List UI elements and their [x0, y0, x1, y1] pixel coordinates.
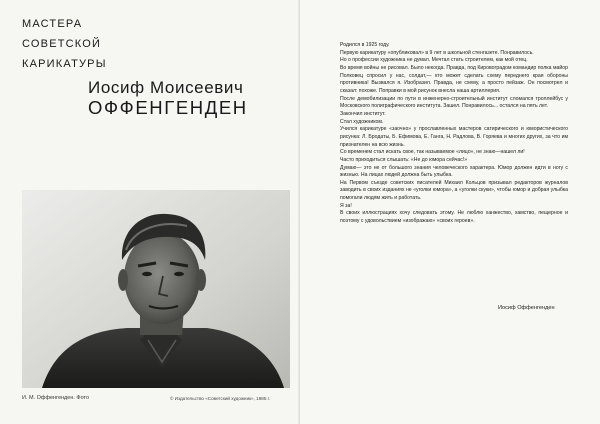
- bio-paragraph: После демобилизации по пути в инженерно-строительный институт сломался троллейбус у Московского полиграфического института. Зашел. Понравилось... остался на пять лет.: [340, 95, 568, 110]
- bio-paragraph: Со временем стал искать свое, так называемое «лицо», не знаю—нашел ли!: [340, 149, 525, 156]
- series-line: МАСТЕРА: [22, 18, 83, 30]
- bio-paragraph: Стал художником.: [340, 118, 384, 125]
- bio-paragraph: Думаю— это не от большого знания человеческого характера. Юмор должен идти в ногу с жизнью. На лицах людей должна быть улыбка.: [340, 164, 568, 179]
- bio-paragraph: Учился карикатуре «заочно» у прославленных мастеров сатирического и юмористического рисунка: Л. Бродаты, Б. Ефимова, Е. Ганга, Н. Радлова, В. Горяева и многих других, за что им признателен на всю жизнь.: [340, 126, 568, 148]
- bio-paragraph: Родился в 1925 году.: [340, 42, 390, 48]
- bio-paragraph: Во время войны не рисовал. Было некогда. Правда, под Кировоградом командир полка майор Полковец спросил у нас, солдат,— кто может сделать схему переднего края обороны противника! Вызвался я. Изобразил. Правда, не схему, а просто пейзаж. Он посмотрел и сказал: похоже. Поправки в мой рисунок внесла наша артиллерия.: [340, 64, 568, 94]
- bio-paragraph: Я за!: [340, 202, 352, 209]
- author-last-name: ОФФЕНГЕНДЕН: [88, 97, 248, 118]
- author-portrait-photo: [22, 190, 290, 388]
- series-line: КАРИКАТУРЫ: [22, 58, 107, 70]
- bio-paragraph: Закончил институт.: [340, 110, 386, 117]
- bio-paragraph: Но о профессии художника не думал. Мечтал стать строителем, как мой отец.: [340, 57, 528, 64]
- bio-paragraph: В своих иллюстрациях хочу следовать этому. Не люблю ханжество, хамство, пещерное и поэтому с удовольствием «изображаю» «своих героев».: [340, 210, 568, 225]
- biography-text: [340, 42, 568, 226]
- photo-caption: И. М. Оффенгенден. Фото: [22, 395, 90, 401]
- bio-paragraph: На Первом съезде советских писателей Михаил Кольцов призывал редакторов журналов заводить в своих изданиях не «уголки юмора», а «уголки скуки», чтобы юмор и добрая улыбка помогали людям жить и работать.: [340, 179, 568, 202]
- bio-paragraph: Первую карикатуру «опубликовал» в 9 лет в школьной стенгазете. Понравилось.: [340, 49, 534, 56]
- author-first-name: Иосиф Моисеевич: [88, 78, 244, 97]
- publisher-note: © Издательство «Советский художник», 1985 г.: [170, 396, 271, 401]
- bio-paragraph: Часто приходиться слышать: «Не до юмора сейчас!»: [340, 156, 468, 163]
- portrait-image: [22, 190, 290, 388]
- series-line: СОВЕТСКОЙ: [22, 38, 102, 50]
- author-signature: Иосиф Оффенгенден: [498, 305, 555, 311]
- series-title: [22, 14, 107, 74]
